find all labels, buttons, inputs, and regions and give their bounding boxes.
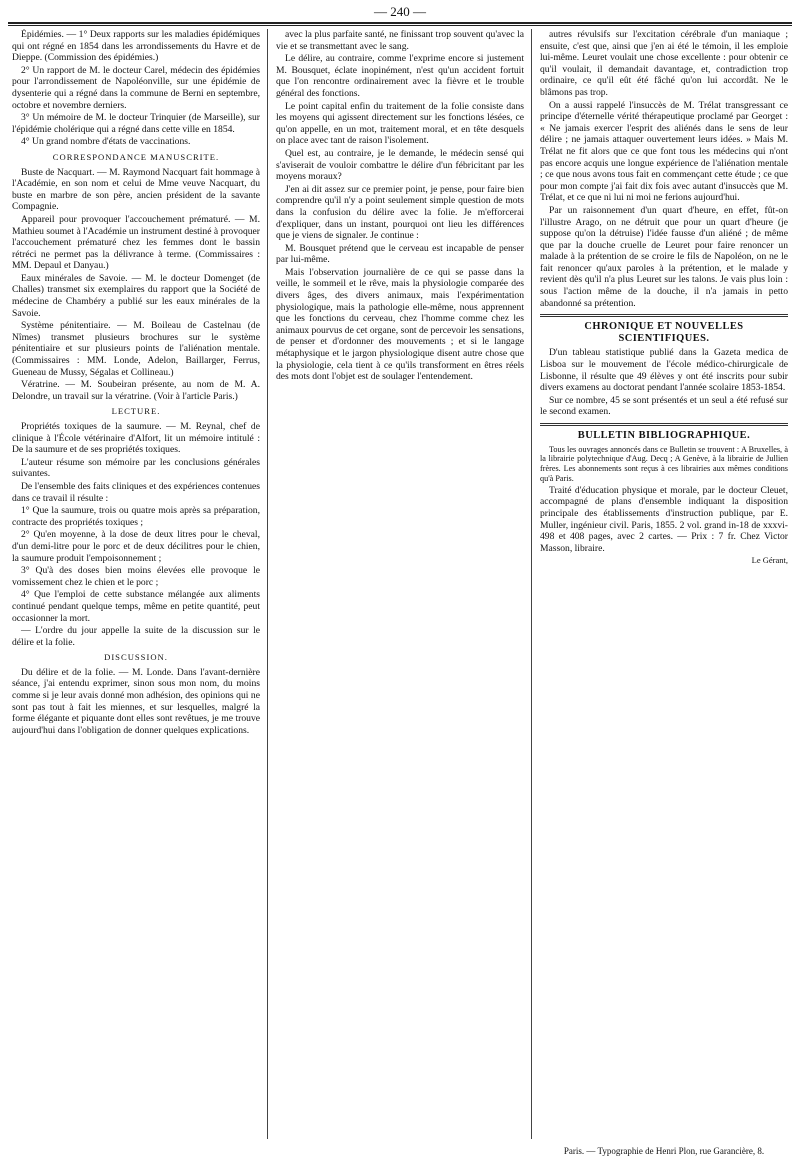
paragraph: Mais l'observation journalière de ce qui se passe dans la veille, le sommeil et le rêve, mais la physiologie comparée des divers âges, des divers animaux, mais l'expérimentation physiologique, mais la pathologie elle-même, nous apprennent que les fonctions du cerveau, chez l'homme comme chez les animaux pourvus de cet organe, sont de percevoir les sensations, de penser et d'ordonner des mouvements ; et si le langage métaphysique et le jargon physiologique disent autre chose que la physiologie, cela tient à ce qu'ils transforment en êtres réels des mots dont l'objet est de soulager l'entendement.: [276, 266, 524, 383]
column-2: [276, 29, 524, 1139]
section-heading: CHRONIQUE ET NOUVELLES SCIENTIFIQUES.: [584, 321, 744, 344]
paragraph: Tous les ouvrages annoncés dans ce Bulletin se trouvent : A Bruxelles, à la librairie polytechnique d'Aug. Decq ; A Genève, à la librairie de Jullien frères. Les abonnements sont reçus à ces librairies aux mêmes conditions qu'à Paris.: [540, 444, 788, 483]
paragraph: 2° Qu'en moyenne, à la dose de deux litres pour le cheval, d'un demi-litre pour le porc et de deux décilitres pour le chien, la saumure produit l'empoisonnement ;: [12, 529, 260, 564]
paragraph: D'un tableau statistique publié dans la Gazeta medica de Lisboa sur le mouvement de l'école médico-chirurgicale de Lisbonne, il résulte que 49 élèves y ont été inscrits pour subir divers examens au doctorat pendant l'année scolaire 1853-1854.: [540, 347, 788, 394]
paragraph: 4° Un grand nombre d'états de vaccinations.: [21, 136, 191, 148]
column-3: [540, 29, 788, 1139]
paragraph: J'en ai dit assez sur ce premier point, je pense, pour faire bien comprendre qu'il n'y a point seulement simple question de mots dans la confusion du délire avec la folie. Je m'efforcerai d'expliquer, dans un instant, pourquoi ont lieu les différences que je viens de signaler. Je continue :: [276, 183, 524, 242]
paragraph: 4° Que l'emploi de cette substance mélangée aux aliments continué pendant quelque temps, même en petite quantité, peut occasionner la mort.: [12, 589, 260, 624]
paragraph: 1° Que la saumure, trois ou quatre mois après sa préparation, contracte des propriétés toxiques ;: [12, 505, 260, 528]
section-heading: DISCUSSION.: [104, 652, 168, 663]
section-rule: [540, 314, 788, 317]
paragraph: M. Bousquet prétend que le cerveau est incapable de penser par lui-même.: [276, 242, 524, 266]
column-divider: [267, 29, 268, 1139]
paragraph: Eaux minérales de Savoie. — M. le docteur Domenget (de Challes) transmet six exemplaires du rapport que la Société de médecine de Chambéry a publié sur les eaux minérales de la Savoie.: [12, 272, 260, 319]
paragraph: Système pénitentiaire. — M. Boileau de Castelnau (de Nîmes) transmet plusieurs brochures sur le système pénitentiaire et sur plusieurs points de l'aliénation mentale. (Commissaires : MM. Londe, Adelon, Baillarger, Ferrus, Gueneau de Mussy, Ségalas et Collineau.): [12, 320, 260, 378]
paragraph: Le point capital enfin du traitement de la folie consiste dans les moyens qui agissent directement sur les fonctions lésées, ce qu'on appelle, en un mot, traitement moral, et en tête desquels on place avec tant de raison l'isolement.: [276, 100, 524, 147]
paragraph: De l'ensemble des faits cliniques et des expériences contenues dans ce travail il résulte :: [12, 480, 260, 504]
section-heading: LECTURE.: [111, 406, 161, 417]
header-rule-thick: [8, 22, 792, 24]
paragraph: 2° Un rapport de M. le docteur Carel, médecin des épidémies pour l'arrondissement de Napoléonville, sur une épidémie de dysenterie qui a régné dans la commune de Berni en septembre, octobre et novembre derniers.: [12, 64, 260, 111]
paragraph: Le délire, au contraire, comme l'exprime encore si justement M. Bousquet, éclate inopinément, n'est qu'un accident fortuit que l'on rencontre ordinairement avec la fièvre et le trouble général des fonctions.: [276, 53, 524, 99]
paragraph: Du délire et de la folie. — M. Londe. Dans l'avant-dernière séance, j'ai entendu exprimer, sinon sous mon nom, du moins comme si je leur avais donné mon adhésion, des opinions qui ne sont pas tout à fait les miennes, et sur lesquelles, malgré la forme élégante et piquante dont elles sont revêtues, je me trouve aujourd'hui dans l'obligation de donner quelques explications.: [12, 666, 260, 736]
section-rule: [540, 423, 788, 426]
paragraph: Propriétés toxiques de la saumure. — M. Reynal, chef de clinique à l'École vétérinaire d'Alfort, lit un mémoire intitulé : De la saumure et de ses propriétés toxiques.: [12, 421, 260, 456]
gerant-label: Le Gérant,: [751, 555, 788, 566]
paragraph: Sur ce nombre, 45 se sont présentés et un seul a été refusé sur le second examen.: [540, 394, 788, 418]
paragraph: Buste de Nacquart. — M. Raymond Nacquart fait hommage à l'Académie, en son nom et celui de Mme veuve Nacquart, du buste en marbre de son père, ancien président de la savante Compagnie.: [12, 166, 260, 213]
paragraph: Épidémies. — 1° Deux rapports sur les maladies épidémiques qui ont régné en 1854 dans les arrondissements du Havre et de Dieppe. (Commission des épidémies.): [12, 29, 260, 64]
paragraph: 3° Un mémoire de M. le docteur Trinquier (de Marseille), sur l'épidémie cholérique qui a régné dans cette ville en 1854.: [12, 112, 260, 135]
paragraph: Par un raisonnement d'un quart d'heure, en effet, fût-on l'illustre Arago, on ne détruit que pour un quart d'heure (je suppose qu'on la détruise) l'idée fausse d'un aliéné ; de même que par la douche cruelle de Leuret pour faire renoncer un malade à la prétention de se croire le fils de Napoléon, on ne le fait renoncer qu'aux paroles à la prétention, et le malade y revient dès qu'il n'a plus Leuret sur les talons. Je vais plus loin : sous l'action même de la douche, il n'a jamais in petto abandonné sa prétention.: [540, 204, 788, 309]
column-divider: [531, 29, 532, 1139]
section-heading: CORRESPONDANCE MANUSCRITE.: [52, 151, 220, 162]
column-1: [12, 29, 260, 1139]
paragraph: avec la plus parfaite santé, ne finissant trop souvent qu'avec la vie et se transmettant avec le sang.: [276, 29, 524, 52]
paragraph: Appareil pour provoquer l'accouchement prématuré. — M. Mathieu soumet à l'Académie un instrument destiné à provoquer l'accouchement prématuré chez les femmes dont le bassin rétréci ne permet pas la délivrance à terme. (Commissaires : MM. Depaul et Danyau.): [12, 213, 260, 272]
header-rule-thin: [8, 25, 792, 26]
paragraph: On a aussi rappelé l'insuccès de M. Trélat transgressant ce principe d'éternelle vérité thérapeutique proclamé par Georget : « Ne jamais exercer l'esprit des aliénés dans le sens de leur délire ; ne jamais attaquer ouvertement leurs idées. » Mais M. Trélat ne fit alors que ce que font tous les médecins qui n'ont pas encore acquis une longue expérience de l'aliénation mentale ; ce que nous avons tous fait en commençant cette étude ; ce que pour mon compte j'ai fait dix fois avec autant d'insuccès que M. Trélat, et ce que ni lui ni moi ne ferions aujourd'hui.: [540, 99, 788, 204]
paragraph: 3° Qu'à des doses bien moins élevées elle provoque le vomissement chez le chien et le porc ;: [12, 565, 260, 588]
page-number: — 240 —: [374, 4, 426, 19]
section-heading: BULLETIN BIBLIOGRAPHIQUE.: [577, 430, 751, 441]
paragraph: autres révulsifs sur l'excitation cérébrale d'un maniaque ; ensuite, c'est que, ainsi que j'en ai été le témoin, il les emploie lui-même. Leuret voulait une chose excellente : pour obtenir ce qu'il voulait, il demandait davantage, et, contradiction trop ordinaire, ce qu'il eût été fâché qu'on lui accordât. Ne le blâmons pas trop.: [540, 29, 788, 98]
paragraph: — L'ordre du jour appelle la suite de la discussion sur le délire et la folie.: [12, 625, 260, 648]
paragraph: Quel est, au contraire, je le demande, le médecin sensé qui s'aviserait de vouloir combattre le délire d'un fébricitant par les moyens moraux?: [276, 147, 524, 183]
paragraph: Vératrine. — M. Soubeiran présente, au nom de M. A. Delondre, un travail sur la vératrine. (Voir à l'article Paris.): [12, 379, 260, 402]
paragraph: L'auteur résume son mémoire par les conclusions générales suivantes.: [12, 456, 260, 480]
paragraph: Traité d'éducation physique et morale, par le docteur Cleuet, accompagné de plans d'ensemble indiquant la disposition principale des établissements d'instruction publique, par E. Muller, ingénieur civil. Paris, 1855. 2 vol. grand in-18 de xxxvi-498 et 408 pages, avec 2 cartes. — Prix : 7 fr. Chez Victor Masson, libraire.: [540, 484, 788, 554]
imprint: Paris. — Typographie de Henri Plon, rue Garancière, 8.: [563, 1146, 765, 1156]
